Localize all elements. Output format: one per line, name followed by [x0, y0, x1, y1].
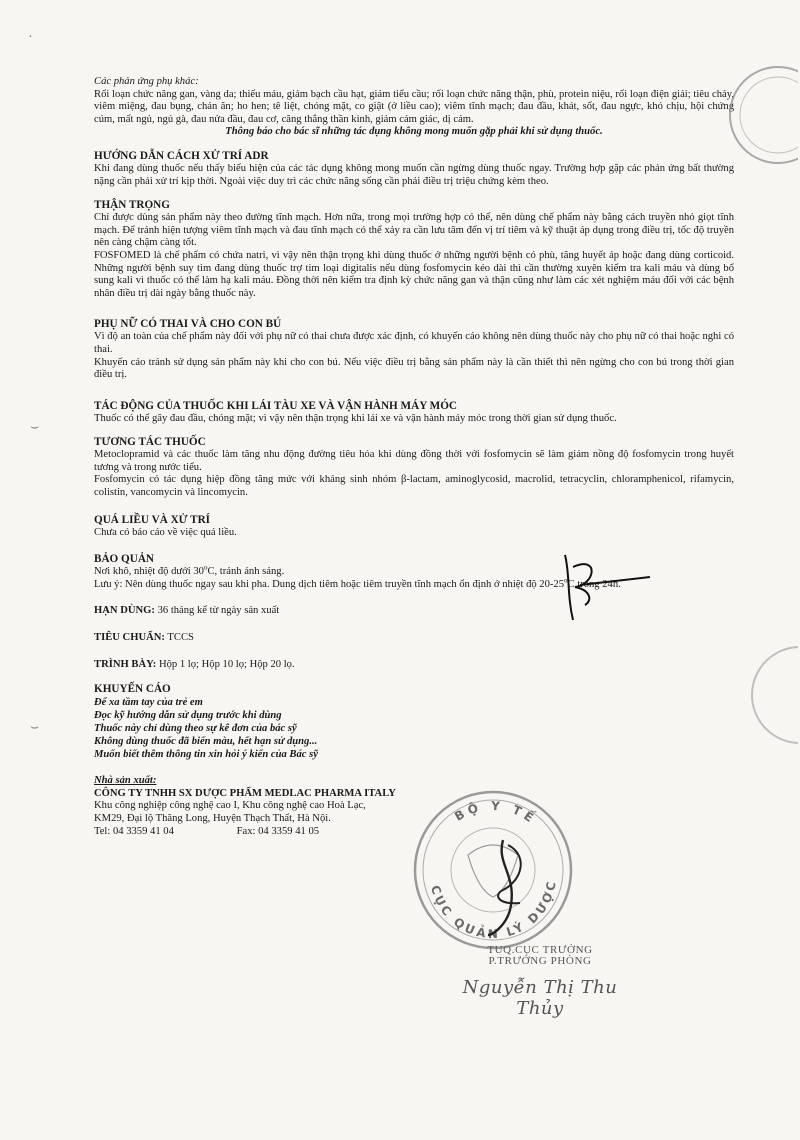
adr-heading: HƯỚNG DẪN CÁCH XỬ TRÍ ADR	[94, 149, 269, 162]
signature-title-1: TUQ.CỤC TRƯỞNG	[487, 944, 593, 956]
overdose-heading: QUÁ LIỀU VÀ XỬ TRÍ	[94, 513, 211, 526]
presentation-row	[94, 659, 734, 672]
warning-item: Muốn biết thêm thông tin xin hỏi ý kiến của Bác sỹ	[94, 749, 318, 761]
manufacturer-name: CÔNG TY TNHH SX DƯỢC PHẨM MEDLAC PHARMA ITALY	[94, 787, 396, 799]
driving-heading: TÁC ĐỘNG CỦA THUỐC KHI LÁI TÀU XE VÀ VẬN HÀNH MÁY MÓC	[94, 399, 457, 412]
interactions-paragraph-2: Fosfomycin có tác dụng hiệp đồng tăng mức với kháng sinh nhóm β-lactam, aminoglycosid, macrolid, tetracyclin, chloramphenicol, rifamycin, colistin, vancomycin và lincomycin.	[94, 474, 734, 499]
caution-heading: THẬN TRỌNG	[94, 199, 170, 212]
ministry-stamp	[408, 785, 578, 955]
leaflet-content	[94, 76, 734, 849]
driving-text: Thuốc có thể gây đau đầu, chóng mặt; vì vậy nên thận trọng khi lái xe và vận hành máy móc trong thời gian sử dụng thuốc.	[94, 412, 617, 424]
overdose-section	[94, 514, 734, 540]
expiry-value: 36 tháng kể từ ngày sản xuất	[157, 605, 280, 617]
pregnancy-heading: PHỤ NỮ CÓ THAI VÀ CHO CON BÚ	[94, 318, 282, 331]
other-reactions-text: Rối loạn chức năng gan, vàng da; thiếu máu, giảm bạch cầu hạt, giảm tiểu cầu; rối loạn chức năng thận, phù, protein niệu, rối loạn điện giải; tiêu chảy, viêm miệng, đau bụng, chán ăn; ho hen; tê liệt, chóng mặt, co giật (ở liều cao); viêm tĩnh mạch; đau đầu, khát, sốt, đau ngực, khó chịu, hội chứng cúm, mất ngủ, ngủ gà, đau nửa đầu, đau cơ, căng thẳng thần kinh, giảm cảm giác, dị cảm.	[94, 88, 734, 125]
standard-label: TIÊU CHUẨN:	[94, 632, 165, 644]
storage-heading: BẢO QUẢN	[94, 553, 154, 566]
approval-signature-block	[440, 944, 640, 1019]
notify-doctor-notice: Thông báo cho bác sĩ những tác dụng không mong muốn gặp phải khi sử dụng thuốc.	[225, 126, 603, 138]
margin-mark: ⌣	[30, 720, 40, 735]
standard-row	[94, 632, 734, 645]
storage-line-1-text: Nơi khô, nhiệt độ dưới 30	[94, 566, 204, 578]
manufacturer-address-1: Khu công nghiệp công nghệ cao I, Khu công nghệ cao Hoà Lạc,	[94, 800, 366, 812]
warning-item: Để xa tầm tay của trẻ em	[94, 697, 203, 709]
edge-stamp-bottom	[738, 640, 798, 750]
other-reactions-title: Các phản ứng phụ khác:	[94, 76, 199, 87]
initial-signature	[545, 545, 655, 625]
warnings-section	[94, 683, 734, 761]
signature-title-2: P.TRƯỞNG PHÒNG	[488, 955, 592, 967]
pregnancy-section	[94, 318, 734, 381]
expiry-label: HẠN DÙNG:	[94, 605, 155, 617]
driving-section	[94, 400, 734, 426]
adr-section	[94, 150, 734, 188]
adr-text: Khi đang dùng thuốc nếu thấy biểu hiện của các tác dụng không mong muốn cần ngừng dùng thuốc ngay. Trường hợp gặp các phản ứng bất thường nặng cần phải xử trí kịp thời. Ngoài việc duy trì các chức năng sống cần phải điều trị triệu chứng kèm theo.	[94, 162, 734, 187]
interactions-section	[94, 436, 734, 499]
overdose-text: Chưa có báo cáo về việc quá liều.	[94, 526, 237, 538]
margin-mark: ·	[28, 30, 33, 45]
edge-stamp-top	[708, 60, 798, 170]
storage-line-2-text: Lưu ý: Nên dùng thuốc ngay sau khi pha. Dung dịch tiêm hoặc tiêm truyền tĩnh mạch ổn định ở nhiệt độ 20-25	[94, 578, 565, 590]
pregnancy-paragraph-1: Vì độ an toàn của chế phẩm này đối với phụ nữ có thai chưa được xác định, có khuyến cáo không nên dùng thuốc này cho phụ nữ có thai hoặc nghi có thai.	[94, 331, 734, 355]
warnings-heading: KHUYẾN CÁO	[94, 683, 171, 696]
storage-line-2-unit: C trong 24h.	[567, 578, 621, 590]
warning-item: Đọc kỹ hướng dẫn sử dụng trước khi dùng	[94, 710, 282, 722]
stamp-top-text: BỘ Y TẾ	[452, 798, 540, 828]
tel-number: Tel: 04 3359 41 04	[94, 825, 174, 837]
presentation-value: Hộp 1 lọ; Hộp 10 lọ; Hộp 20 lọ.	[158, 658, 295, 670]
warning-item: Không dùng thuốc đã biến màu, hết hạn sử dụng...	[94, 736, 318, 748]
caution-section	[94, 199, 734, 300]
standard-value: TCCS	[167, 632, 194, 644]
warning-item: Thuốc này chỉ dùng theo sự kê đơn của bác sỹ	[94, 723, 297, 735]
interactions-heading: TƯƠNG TÁC THUỐC	[94, 436, 206, 449]
caution-paragraph-1: Chỉ được dùng sản phẩm này theo đường tĩnh mạch. Hơn nữa, trong mọi trường hợp có thể, nên dùng chế phẩm này bằng cách truyền nhỏ giọt tĩnh mạch. Để tránh hiện tượng viêm tĩnh mạch và đau tĩnh mạch có thể xảy ra cần lưu tâm đến vị trí tiêm và kỹ thuật áp dụng trong điều trị, tốc độ truyền nên càng chậm càng tốt.	[94, 212, 734, 249]
signatory-name: Nguyễn Thị Thu Thủy	[462, 977, 618, 1019]
margin-mark: ⌣	[30, 420, 40, 435]
storage-line-1-unit: C, tránh ánh sáng.	[207, 566, 285, 578]
caution-paragraph-2: FOSFOMED là chế phẩm có chứa natri, vì vậy nên thận trọng khi dùng thuốc ở những người bệnh có phù, tăng huyết áp hoặc đang dùng corticoid. Những người bệnh suy tim đang dùng thuốc trợ tim loại digitalis nếu dùng fosfomycin kéo dài thì cần thường xuyên kiểm tra kali máu và dùng bổ sung kali vì thuốc có thể làm hạ kali máu. Đồng thời nên kiểm tra định kỳ chức năng gan và thận cũng như làm các xét nghiệm máu đối với các bệnh nhân điều trị dài ngày bằng thuốc này.	[94, 249, 734, 299]
degree-sup: o	[203, 563, 208, 572]
warnings-list	[94, 696, 734, 761]
manufacturer-label: Nhà sản xuất:	[94, 775, 157, 787]
svg-text:BỘ Y TẾ	[452, 799, 540, 827]
stamp-ring-text: CỤC QUẢN LÝ DƯỢC	[427, 877, 560, 942]
interactions-paragraph-1: Metoclopramid và các thuốc làm tăng nhu động đường tiêu hóa khi dùng đồng thời với fosfomycin sẽ làm giảm nồng độ fosfomycin trong huyết tương và trong nước tiểu.	[94, 449, 734, 473]
other-reactions-section	[94, 76, 734, 139]
presentation-label: TRÌNH BÀY:	[94, 658, 157, 670]
pregnancy-paragraph-2: Khuyến cáo tránh sử dụng sản phẩm này khi cho con bú. Nếu việc điều trị bằng sản phẩm này là cần thiết thì nên ngừng cho con bú trong thời gian điều trị.	[94, 356, 734, 381]
degree-sup: o	[564, 576, 568, 585]
fax-number: Fax: 04 3359 41 05	[236, 825, 320, 837]
manufacturer-address-2: KM29, Đại lộ Thăng Long, Huyện Thạch Thất, Hà Nội.	[94, 813, 331, 824]
